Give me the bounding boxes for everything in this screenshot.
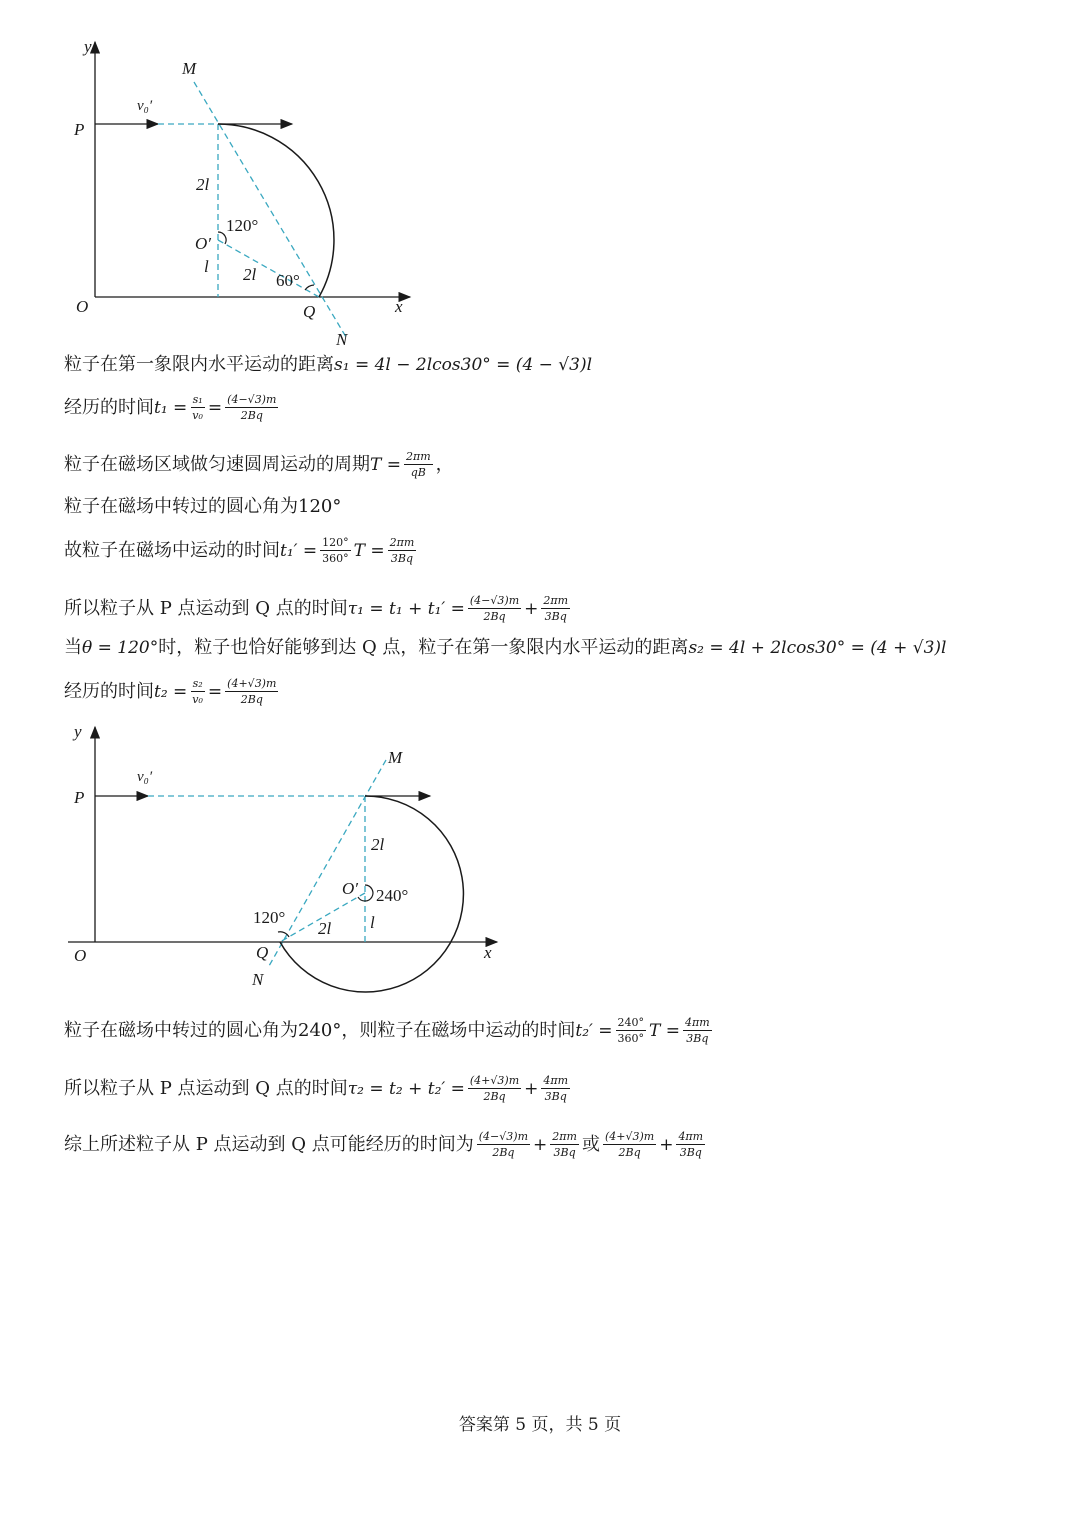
dashed-mn-line	[194, 82, 346, 337]
label-2l-diag: 2l	[243, 265, 257, 284]
trajectory-arc	[280, 796, 463, 992]
label-q: Q	[303, 302, 316, 321]
label-x: x	[395, 297, 403, 316]
line-8-frac-1: $\frac{\text{s₂}}{\text{v₀}}$	[192, 677, 203, 706]
line-8-text: 经历的时间	[64, 680, 154, 702]
line-6	[64, 594, 573, 623]
line-7-c: 时，粒子也恰好能够到达 Q 点，粒子在第一象限内水平运动的距离	[158, 637, 689, 658]
line-5-lhs: t₁′ =	[280, 540, 318, 561]
line-8-eq: =	[207, 681, 223, 702]
line-9-lhs: t₂′ =	[575, 1020, 613, 1041]
line-6-text: 所以粒子从 P 点运动到 Q 点的时间	[64, 597, 348, 619]
line-5-mid: T =	[353, 540, 385, 561]
line-8-frac-2: $\frac{(4+√3)m}{2Bq}$	[227, 677, 277, 706]
label-angle-q: 120°	[253, 908, 286, 927]
label-v0: v₀′	[137, 98, 153, 114]
line-7-b: θ = 120°	[82, 638, 159, 658]
label-n: N	[252, 970, 264, 989]
line-11-plus-2: +	[659, 1134, 674, 1155]
label-q: Q	[256, 943, 269, 962]
label-2l-diag: 2l	[318, 919, 332, 938]
figure-2-diagram	[0, 720, 520, 995]
line-1	[64, 353, 592, 377]
line-10	[64, 1074, 573, 1103]
line-2-frac-1: $\frac{\text{s₁}}{\text{v₀}}$	[192, 393, 203, 422]
angle-arc-q	[305, 285, 314, 290]
label-l: l	[204, 257, 209, 276]
line-5-frac-1: $\frac{120^\circ}{360^\circ}$	[322, 536, 349, 565]
line-5	[64, 536, 419, 565]
label-angle-center: 240°	[376, 886, 409, 905]
line-6-frac-1: $\frac{(4-√3)m}{2Bq}$	[469, 594, 520, 623]
line-9-text: 粒子在磁场中转过的圆心角为240°，则粒子在磁场中运动的时间	[64, 1019, 576, 1041]
line-6-lhs: τ₁ = t₁ + t₁′ =	[347, 598, 465, 619]
line-2	[64, 393, 281, 422]
line-5-text: 故粒子在磁场中运动的时间	[64, 539, 280, 561]
line-10-frac-1: $\frac{(4+√3)m}{2Bq}$	[469, 1074, 520, 1103]
line-7-a: 当	[64, 637, 82, 658]
line-5-frac-2: $\frac{2\pi m}{3Bq}$	[389, 536, 415, 565]
line-9	[64, 1016, 715, 1045]
label-o: O	[74, 946, 87, 965]
line-1-text: 粒子在第一象限内水平运动的距离	[64, 354, 334, 375]
label-2l-top: 2l	[196, 175, 210, 194]
line-10-text: 所以粒子从 P 点运动到 Q 点的时间	[64, 1077, 348, 1099]
label-angle-center: 120°	[226, 216, 259, 235]
line-6-frac-2: $\frac{2\pi m}{3Bq}$	[543, 594, 569, 623]
line-3-lhs: T =	[370, 454, 401, 475]
line-3-frac: $\frac{2\pi m}{qB}$	[406, 450, 431, 479]
label-o: O	[76, 297, 89, 316]
line-4	[64, 495, 341, 519]
line-2-text: 经历的时间	[64, 396, 154, 418]
figure-1-diagram	[0, 30, 460, 350]
line-7	[64, 636, 946, 660]
label-v0: v₀′	[137, 769, 153, 785]
line-8	[64, 677, 281, 706]
label-o-prime: O′	[195, 234, 211, 253]
label-l: l	[370, 913, 375, 932]
line-2-lhs: t₁ =	[154, 397, 188, 418]
line-7-d: s₂ = 4l + 2lcos30° = (4 + √3)l	[688, 638, 947, 658]
label-2l-top: 2l	[371, 835, 385, 854]
figure-2	[0, 720, 520, 995]
line-9-frac-2: $\frac{4\pi m}{3Bq}$	[685, 1016, 710, 1045]
line-11-frac-3: $\frac{(4+√3)m}{2Bq}$	[604, 1130, 655, 1159]
line-10-plus: +	[524, 1078, 539, 1099]
dashed-radius	[218, 240, 319, 297]
label-m: M	[182, 59, 197, 78]
line-11-frac-2: $\frac{2\pi m}{3Bq}$	[552, 1130, 577, 1159]
line-3	[64, 450, 454, 479]
label-o-prime: O′	[342, 879, 358, 898]
label-n: N	[336, 330, 348, 349]
line-10-frac-2: $\frac{4\pi m}{3Bq}$	[543, 1074, 569, 1103]
line-11-plus-1: +	[533, 1134, 548, 1155]
line-11	[64, 1130, 708, 1159]
label-angle-q: 60°	[276, 271, 300, 290]
line-2-eq: =	[207, 397, 223, 418]
label-m: M	[388, 748, 403, 767]
angle-arc-q	[278, 932, 289, 937]
line-10-lhs: τ₂ = t₂ + t₂′ =	[347, 1078, 465, 1099]
label-y: y	[74, 722, 82, 741]
line-11-text: 综上所述粒子从 P 点运动到 Q 点可能经历的时间为	[64, 1133, 474, 1155]
line-2-frac-2: $\frac{(4-√3)m}{2Bq}$	[227, 393, 277, 422]
line-6-plus: +	[524, 598, 539, 619]
line-11-frac-1: $\frac{(4-√3)m}{2Bq}$	[478, 1130, 529, 1159]
line-1-math: s₁ = 4l − 2lcos30° = (4 − √3)l	[334, 355, 593, 375]
line-3-tail: ，	[435, 453, 454, 475]
label-p: P	[74, 788, 85, 807]
line-9-frac-1: $\frac{240^\circ}{360^\circ}$	[617, 1016, 645, 1045]
page-footer: 答案第 5 页，共 5 页	[458, 1415, 622, 1435]
line-9-mid: T =	[649, 1020, 681, 1041]
figure-1	[0, 30, 460, 350]
label-y: y	[84, 37, 92, 56]
line-4-text: 粒子在磁场中转过的圆心角为120°	[64, 496, 342, 517]
line-11-frac-4: $\frac{4\pi m}{3Bq}$	[678, 1130, 704, 1159]
line-8-lhs: t₂ =	[154, 681, 188, 702]
line-3-text: 粒子在磁场区域做匀速圆周运动的周期	[64, 453, 370, 475]
label-x: x	[484, 943, 492, 962]
label-p: P	[74, 120, 85, 139]
line-11-or: 或	[581, 1133, 600, 1155]
